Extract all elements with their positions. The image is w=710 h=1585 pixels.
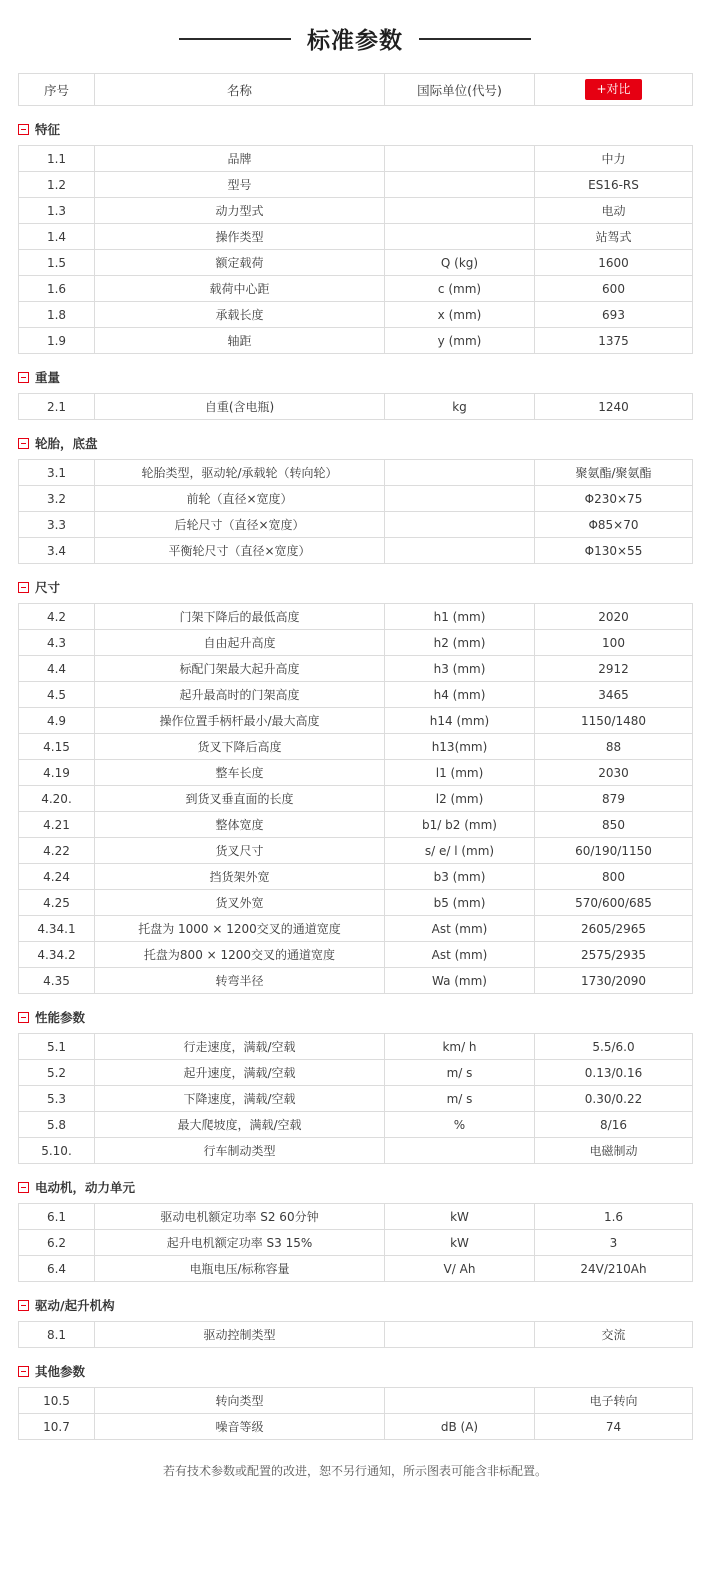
cell-unit: kW <box>385 1230 535 1256</box>
cell-name: 下降速度，满载/空载 <box>95 1086 385 1112</box>
group-table-block <box>18 603 692 994</box>
table-row <box>19 786 693 812</box>
table-row <box>19 172 693 198</box>
table-row <box>19 1414 693 1440</box>
collapse-minus-icon[interactable] <box>18 372 29 383</box>
group-header-label: 其他参数 <box>35 1364 86 1379</box>
cell-no: 4.21 <box>19 812 95 838</box>
table-row <box>19 890 693 916</box>
table-row <box>19 486 693 512</box>
cell-value: 74 <box>535 1414 693 1440</box>
cell-unit: h2 (mm) <box>385 630 535 656</box>
cell-value: 879 <box>535 786 693 812</box>
spec-table <box>18 1203 693 1282</box>
table-row <box>19 760 693 786</box>
cell-no: 4.20. <box>19 786 95 812</box>
cell-value: 站驾式 <box>535 224 693 250</box>
spec-sheet-page <box>0 22 710 1503</box>
cell-no: 4.34.2 <box>19 942 95 968</box>
cell-no: 5.10. <box>19 1138 95 1164</box>
table-row <box>19 1112 693 1138</box>
group-header[interactable] <box>18 120 710 138</box>
cell-unit: l2 (mm) <box>385 786 535 812</box>
cell-value: 1730/2090 <box>535 968 693 994</box>
table-row <box>19 630 693 656</box>
header-cell-unit: 国际单位(代号) <box>385 74 535 106</box>
cell-name: 起升电机额定功率 S3 15% <box>95 1230 385 1256</box>
table-row <box>19 656 693 682</box>
group-header[interactable] <box>18 1008 710 1026</box>
table-row <box>19 538 693 564</box>
cell-name: 承载长度 <box>95 302 385 328</box>
group-header[interactable] <box>18 434 710 452</box>
cell-value: 2605/2965 <box>535 916 693 942</box>
cell-no: 6.2 <box>19 1230 95 1256</box>
cell-no: 4.24 <box>19 864 95 890</box>
cell-name: 起升速度，满载/空载 <box>95 1060 385 1086</box>
cell-name: 后轮尺寸（直径×宽度） <box>95 512 385 538</box>
cell-unit: h14 (mm) <box>385 708 535 734</box>
table-row <box>19 682 693 708</box>
cell-unit: % <box>385 1112 535 1138</box>
cell-value: 交流 <box>535 1322 693 1348</box>
cell-name: 自由起升高度 <box>95 630 385 656</box>
table-row <box>19 276 693 302</box>
table-row <box>19 968 693 994</box>
table-row <box>19 328 693 354</box>
cell-value: 3465 <box>535 682 693 708</box>
cell-name: 自重(含电瓶) <box>95 394 385 420</box>
cell-value: Φ230×75 <box>535 486 693 512</box>
cell-name: 门架下降后的最低高度 <box>95 604 385 630</box>
cell-name: 轴距 <box>95 328 385 354</box>
cell-no: 5.2 <box>19 1060 95 1086</box>
cell-no: 4.35 <box>19 968 95 994</box>
cell-unit: m/ s <box>385 1086 535 1112</box>
cell-value: 0.13/0.16 <box>535 1060 693 1086</box>
cell-value: 2912 <box>535 656 693 682</box>
cell-unit <box>385 1388 535 1414</box>
group-table-block <box>18 1321 692 1348</box>
title-rule-right <box>419 38 531 40</box>
cell-name: 货叉尺寸 <box>95 838 385 864</box>
cell-no: 1.1 <box>19 146 95 172</box>
cell-value: 1375 <box>535 328 693 354</box>
cell-unit: b3 (mm) <box>385 864 535 890</box>
cell-name: 轮胎类型，驱动轮/承载轮（转向轮） <box>95 460 385 486</box>
cell-name: 整车长度 <box>95 760 385 786</box>
cell-unit: c (mm) <box>385 276 535 302</box>
cell-no: 4.15 <box>19 734 95 760</box>
cell-value: 88 <box>535 734 693 760</box>
table-row <box>19 1034 693 1060</box>
cell-no: 10.5 <box>19 1388 95 1414</box>
spec-header-table <box>18 73 693 106</box>
cell-value: 5.5/6.0 <box>535 1034 693 1060</box>
spec-table <box>18 1033 693 1164</box>
table-row <box>19 1256 693 1282</box>
cell-no: 4.25 <box>19 890 95 916</box>
table-row <box>19 224 693 250</box>
cell-unit: kg <box>385 394 535 420</box>
cell-name: 驱动电机额定功率 S2 60分钟 <box>95 1204 385 1230</box>
cell-no: 3.4 <box>19 538 95 564</box>
cell-unit: dB (A) <box>385 1414 535 1440</box>
table-row <box>19 1086 693 1112</box>
table-row <box>19 394 693 420</box>
cell-name: 前轮（直径×宽度） <box>95 486 385 512</box>
group-table-block <box>18 1203 692 1282</box>
header-cell-no: 序号 <box>19 74 95 106</box>
cell-value: 600 <box>535 276 693 302</box>
cell-no: 1.3 <box>19 198 95 224</box>
page-title <box>0 22 710 55</box>
cell-no: 1.8 <box>19 302 95 328</box>
cell-no: 2.1 <box>19 394 95 420</box>
cell-unit <box>385 172 535 198</box>
cell-unit: m/ s <box>385 1060 535 1086</box>
title-rule-left <box>179 38 291 40</box>
cell-name: 额定载荷 <box>95 250 385 276</box>
cell-value: 0.30/0.22 <box>535 1086 693 1112</box>
group-table-block <box>18 393 692 420</box>
cell-unit: h4 (mm) <box>385 682 535 708</box>
cell-name: 货叉下降后高度 <box>95 734 385 760</box>
cell-unit: x (mm) <box>385 302 535 328</box>
cell-name: 托盘为 1000 × 1200交叉的通道宽度 <box>95 916 385 942</box>
collapse-minus-icon[interactable] <box>18 1182 29 1193</box>
group-header[interactable] <box>18 578 710 596</box>
cell-name: 操作位置手柄杆最小/最大高度 <box>95 708 385 734</box>
cell-value: Φ130×55 <box>535 538 693 564</box>
table-header-row <box>19 74 693 106</box>
cell-value: 2030 <box>535 760 693 786</box>
spec-table <box>18 393 693 420</box>
cell-no: 1.6 <box>19 276 95 302</box>
cell-value: Φ85×70 <box>535 512 693 538</box>
cell-value: 聚氨酯/聚氨酯 <box>535 460 693 486</box>
cell-unit <box>385 538 535 564</box>
spec-table <box>18 603 693 994</box>
table-row <box>19 198 693 224</box>
cell-value: 60/190/1150 <box>535 838 693 864</box>
collapse-minus-icon[interactable] <box>18 124 29 135</box>
cell-name: 整体宽度 <box>95 812 385 838</box>
cell-value: 1.6 <box>535 1204 693 1230</box>
cell-value: 693 <box>535 302 693 328</box>
group-header-label: 驱动/起升机构 <box>35 1298 115 1313</box>
spec-table <box>18 145 693 354</box>
collapse-minus-icon[interactable] <box>18 582 29 593</box>
cell-name: 动力型式 <box>95 198 385 224</box>
cell-value: 2575/2935 <box>535 942 693 968</box>
cell-name: 标配门架最大起升高度 <box>95 656 385 682</box>
cell-name: 起升最高时的门架高度 <box>95 682 385 708</box>
cell-value: 中力 <box>535 146 693 172</box>
table-row <box>19 250 693 276</box>
cell-value: 2020 <box>535 604 693 630</box>
cell-name: 噪音等级 <box>95 1414 385 1440</box>
cell-no: 3.1 <box>19 460 95 486</box>
cell-unit: b5 (mm) <box>385 890 535 916</box>
cell-no: 1.5 <box>19 250 95 276</box>
cell-name: 转弯半径 <box>95 968 385 994</box>
cell-value: 3 <box>535 1230 693 1256</box>
cell-value: 电磁制动 <box>535 1138 693 1164</box>
table-row <box>19 604 693 630</box>
cell-unit: y (mm) <box>385 328 535 354</box>
cell-unit <box>385 486 535 512</box>
cell-unit: b1/ b2 (mm) <box>385 812 535 838</box>
cell-value: 800 <box>535 864 693 890</box>
table-row <box>19 460 693 486</box>
cell-no: 6.1 <box>19 1204 95 1230</box>
table-row <box>19 708 693 734</box>
table-row <box>19 1322 693 1348</box>
group-table-block <box>18 459 692 564</box>
cell-name: 操作类型 <box>95 224 385 250</box>
group-header[interactable] <box>18 368 710 386</box>
table-row <box>19 1060 693 1086</box>
cell-unit: Wa (mm) <box>385 968 535 994</box>
cell-name: 托盘为800 × 1200交叉的通道宽度 <box>95 942 385 968</box>
spec-table <box>18 1387 693 1440</box>
cell-no: 4.2 <box>19 604 95 630</box>
cell-no: 3.3 <box>19 512 95 538</box>
cell-no: 4.34.1 <box>19 916 95 942</box>
cell-name: 挡货架外宽 <box>95 864 385 890</box>
group-header[interactable] <box>18 1178 710 1196</box>
header-cell-name: 名称 <box>95 74 385 106</box>
cell-unit: s/ e/ l (mm) <box>385 838 535 864</box>
group-header-label: 性能参数 <box>35 1010 86 1025</box>
header-cell-compare <box>535 74 693 106</box>
collapse-minus-icon[interactable] <box>18 1012 29 1023</box>
cell-unit: h1 (mm) <box>385 604 535 630</box>
group-header[interactable] <box>18 1362 710 1380</box>
cell-no: 4.22 <box>19 838 95 864</box>
table-row <box>19 1204 693 1230</box>
compare-button[interactable]: +对比 <box>585 79 641 100</box>
cell-value: 电子转向 <box>535 1388 693 1414</box>
cell-value: 8/16 <box>535 1112 693 1138</box>
cell-unit: Ast (mm) <box>385 942 535 968</box>
spec-table <box>18 1321 693 1348</box>
cell-no: 4.5 <box>19 682 95 708</box>
cell-unit <box>385 146 535 172</box>
collapse-minus-icon[interactable] <box>18 1366 29 1377</box>
spec-table <box>18 459 693 564</box>
table-header-block <box>18 73 692 106</box>
table-row <box>19 1388 693 1414</box>
cell-no: 3.2 <box>19 486 95 512</box>
cell-name: 最大爬坡度，满载/空载 <box>95 1112 385 1138</box>
cell-unit: h3 (mm) <box>385 656 535 682</box>
table-row <box>19 1138 693 1164</box>
cell-unit <box>385 1322 535 1348</box>
cell-unit: V/ Ah <box>385 1256 535 1282</box>
cell-name: 载荷中心距 <box>95 276 385 302</box>
cell-name: 平衡轮尺寸（直径×宽度） <box>95 538 385 564</box>
cell-name: 货叉外宽 <box>95 890 385 916</box>
cell-value: 1150/1480 <box>535 708 693 734</box>
group-header-label: 尺寸 <box>35 580 61 595</box>
cell-unit <box>385 460 535 486</box>
cell-value: ES16-RS <box>535 172 693 198</box>
table-row <box>19 1230 693 1256</box>
cell-no: 4.4 <box>19 656 95 682</box>
table-row <box>19 838 693 864</box>
group-table-block <box>18 145 692 354</box>
cell-no: 6.4 <box>19 1256 95 1282</box>
cell-value: 570/600/685 <box>535 890 693 916</box>
collapse-minus-icon[interactable] <box>18 1300 29 1311</box>
collapse-minus-icon[interactable] <box>18 438 29 449</box>
cell-no: 1.9 <box>19 328 95 354</box>
table-row <box>19 302 693 328</box>
group-header-label: 轮胎，底盘 <box>35 436 98 451</box>
cell-name: 行走速度，满载/空载 <box>95 1034 385 1060</box>
cell-unit <box>385 224 535 250</box>
cell-name: 型号 <box>95 172 385 198</box>
cell-no: 5.3 <box>19 1086 95 1112</box>
cell-unit: h13(mm) <box>385 734 535 760</box>
cell-unit: Q (kg) <box>385 250 535 276</box>
cell-name: 品牌 <box>95 146 385 172</box>
table-row <box>19 864 693 890</box>
table-row <box>19 734 693 760</box>
table-row <box>19 942 693 968</box>
cell-no: 4.19 <box>19 760 95 786</box>
cell-name: 电瓶电压/标称容量 <box>95 1256 385 1282</box>
page-title-text: 标准参数 <box>307 28 403 54</box>
group-header-label: 电动机，动力单元 <box>35 1180 136 1195</box>
cell-no: 10.7 <box>19 1414 95 1440</box>
cell-no: 4.3 <box>19 630 95 656</box>
cell-no: 1.4 <box>19 224 95 250</box>
cell-unit: km/ h <box>385 1034 535 1060</box>
cell-unit <box>385 198 535 224</box>
cell-unit <box>385 512 535 538</box>
cell-no: 1.2 <box>19 172 95 198</box>
table-row <box>19 812 693 838</box>
cell-no: 5.1 <box>19 1034 95 1060</box>
cell-no: 8.1 <box>19 1322 95 1348</box>
group-table-block <box>18 1387 692 1440</box>
footer-note: 若有技术参数或配置的改进，恕不另行通知，所示图表可能含非标配置。 <box>162 1464 547 1478</box>
table-row <box>19 146 693 172</box>
cell-no: 4.9 <box>19 708 95 734</box>
cell-name: 转向类型 <box>95 1388 385 1414</box>
cell-value: 24V/210Ah <box>535 1256 693 1282</box>
cell-value: 850 <box>535 812 693 838</box>
cell-name: 到货叉垂直面的长度 <box>95 786 385 812</box>
cell-name: 行车制动类型 <box>95 1138 385 1164</box>
cell-value: 100 <box>535 630 693 656</box>
cell-unit: kW <box>385 1204 535 1230</box>
cell-value: 1240 <box>535 394 693 420</box>
cell-unit: Ast (mm) <box>385 916 535 942</box>
group-table-block <box>18 1033 692 1164</box>
cell-value: 电动 <box>535 198 693 224</box>
group-header-label: 特征 <box>35 122 61 137</box>
group-header[interactable] <box>18 1296 710 1314</box>
spec-groups-container <box>0 120 710 1440</box>
cell-unit <box>385 1138 535 1164</box>
table-row <box>19 512 693 538</box>
cell-unit: l1 (mm) <box>385 760 535 786</box>
table-row <box>19 916 693 942</box>
cell-name: 驱动控制类型 <box>95 1322 385 1348</box>
group-header-label: 重量 <box>35 370 61 385</box>
cell-value: 1600 <box>535 250 693 276</box>
cell-no: 5.8 <box>19 1112 95 1138</box>
